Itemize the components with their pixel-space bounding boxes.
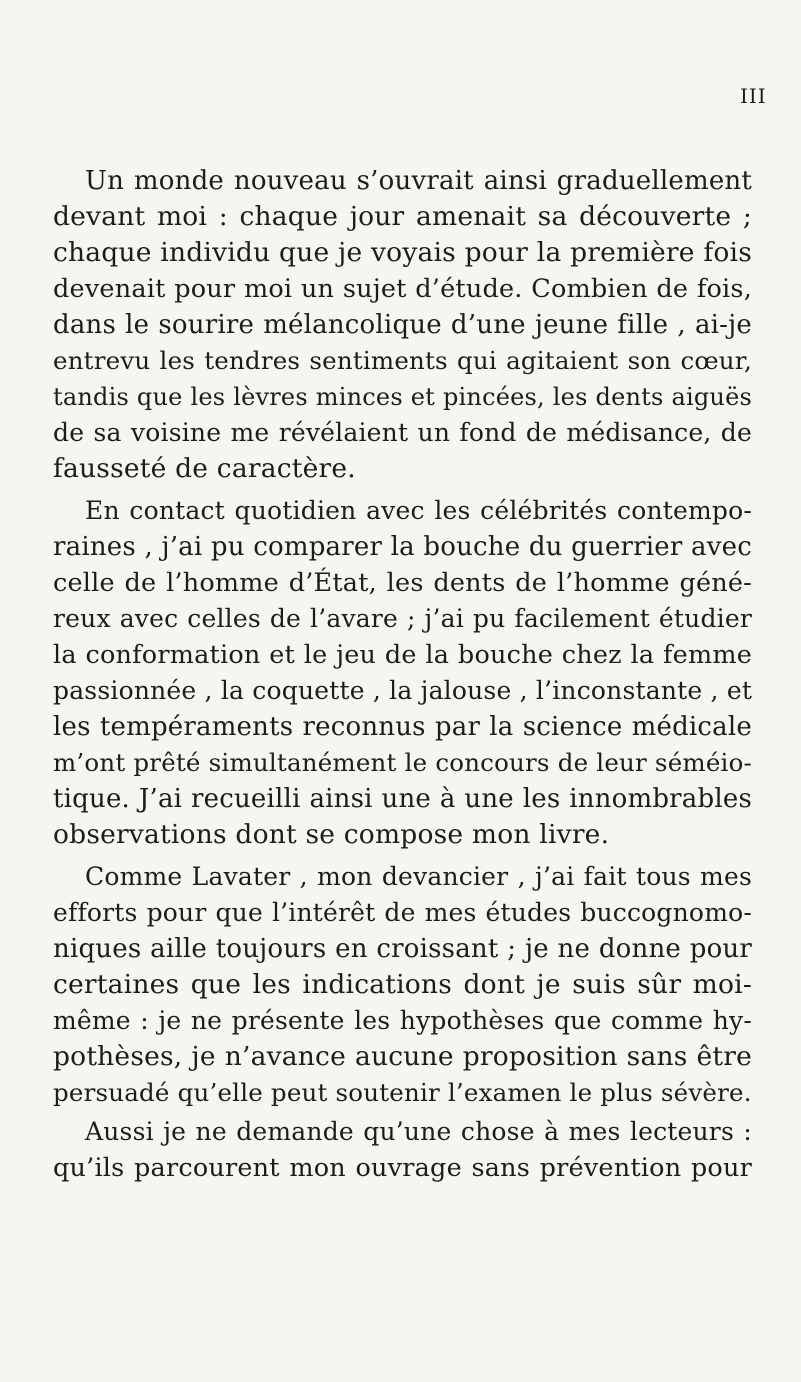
text-line: raines , j’ai pu comparer la bouche du guerrier avec [53, 532, 752, 562]
text-line: tique. J’ai recueilli ainsi une à une les innombrables [53, 784, 752, 814]
text-line: passionnée , la coquette , la jalouse , l’inconstante , et [53, 676, 753, 705]
text-line: devenait pour moi un sujet d’étude. Combien de fois, [53, 274, 752, 304]
text-line: tandis que les lèvres minces et pincées, les dents aiguës [53, 383, 752, 411]
text-line: persuadé qu’elle peut soutenir l’examen le plus sévère. [53, 1078, 752, 1107]
text-line: certaines que les indications dont je suis sûr moi- [53, 969, 752, 1000]
text-line: observations dont se compose mon livre. [53, 819, 610, 850]
text-line: entrevu les tendres sentiments qui agitaient son cœur, [53, 346, 752, 375]
text-line: chaque individu que je voyais pour la première fois [53, 237, 752, 268]
text-line: pothèses, je n’avance aucune proposition sans être [53, 1041, 752, 1072]
text-line: les tempéraments reconnus par la science médicale [53, 712, 752, 742]
text-line: fausseté de caractère. [53, 453, 356, 484]
text-line: dans le sourire mélancolique d’une jeune fille , ai-je [53, 310, 752, 340]
text-line: efforts pour que l’intérêt de mes études buccognomo- [53, 898, 752, 927]
text-line: devant moi : chaque jour amenait sa découverte ; [53, 201, 752, 232]
text-line: m’ont prêté simultanément le concours de leur séméio- [53, 748, 752, 777]
text-line: celle de l’homme d’État, les dents de l’homme géné- [53, 568, 752, 598]
text-line: reux avec celles de l’avare ; j’ai pu facilement étudier [53, 604, 752, 633]
text-line: niques aille toujours en croissant ; je ne donne pour [53, 934, 752, 964]
page-number: III [740, 84, 767, 108]
text-line: même : je ne présente les hypothèses que comme hy- [53, 1006, 752, 1035]
text-line: Comme Lavater , mon devancier , j’ai fait tous mes [85, 862, 752, 891]
text-line: En contact quotidien avec les célébrités contempo- [85, 496, 752, 525]
text-line: la conformation et le jeu de la bouche chez la femme [53, 640, 752, 670]
text-line: de sa voisine me révélaient un fond de médisance, de [53, 418, 752, 447]
text-line: Aussi je ne demande qu’une chose à mes lecteurs : [85, 1117, 752, 1146]
text-line: qu’ils parcourent mon ouvrage sans prévention pour [53, 1153, 752, 1183]
text-line: Un monde nouveau s’ouvrait ainsi graduellement [85, 166, 752, 196]
